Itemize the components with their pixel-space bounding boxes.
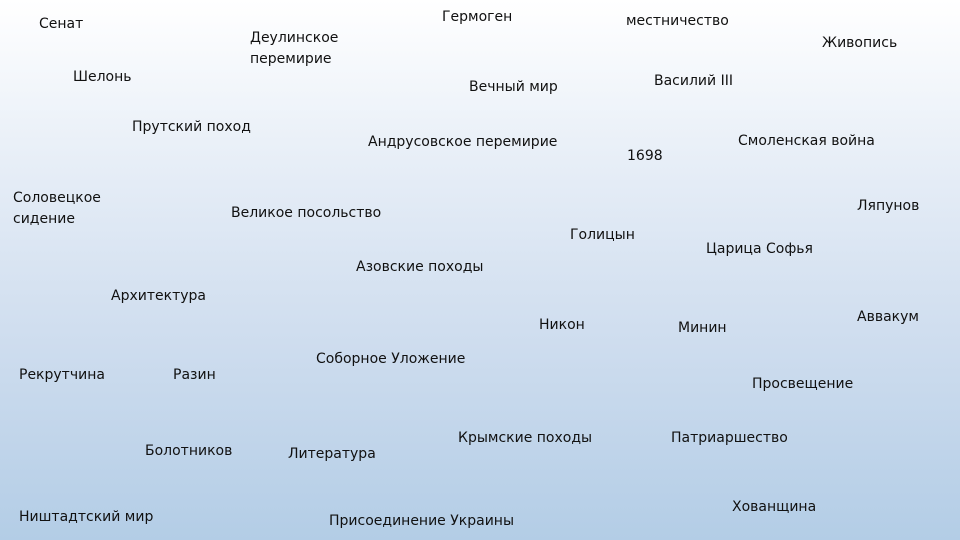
term-arkhitektura: Архитектура xyxy=(111,288,206,304)
term-tsaritsa-sofya: Царица Софья xyxy=(706,241,813,257)
term-bolotnikov: Болотников xyxy=(145,443,233,459)
term-lyapunov: Ляпунов xyxy=(857,198,920,214)
term-rekrutchina: Рекрутчина xyxy=(19,367,105,383)
term-senat: Сенат xyxy=(39,16,84,32)
term-patriarshestvo: Патриаршество xyxy=(671,430,788,446)
term-prosveshchenie: Просвещение xyxy=(752,376,854,392)
term-smolensk-war: Смоленская война xyxy=(738,133,875,149)
term-vasily-iii: Василий III xyxy=(654,73,733,89)
term-velikoe-posolstvo: Великое посольство xyxy=(231,205,382,221)
term-solovetsky-sidenie: Соловецкое сидение xyxy=(13,190,101,227)
term-nishtadt-peace: Ништадтский мир xyxy=(19,509,154,525)
term-shelon: Шелонь xyxy=(73,69,132,85)
term-crimean-campaigns: Крымские походы xyxy=(458,430,593,446)
term-razin: Разин xyxy=(173,367,216,383)
term-year-1698: 1698 xyxy=(627,148,663,164)
term-nikon: Никон xyxy=(539,317,585,333)
term-deulino-truce: Деулинское перемирие xyxy=(250,30,339,67)
term-ukraine-annexation: Присоединение Украины xyxy=(329,513,515,529)
term-avvakum: Аввакум xyxy=(857,309,919,325)
term-khovanshchina: Хованщина xyxy=(732,499,817,515)
term-vechny-mir: Вечный мир xyxy=(469,79,558,95)
term-zhivopis: Живопись xyxy=(822,35,898,51)
term-literatura: Литература xyxy=(288,446,376,462)
term-germogen: Гермоген xyxy=(442,9,513,25)
term-golitsyn: Голицын xyxy=(570,227,635,243)
term-minin: Минин xyxy=(678,320,727,336)
term-mestnichestvo: местничество xyxy=(626,13,729,29)
term-andrusovo-truce: Андрусовское перемирие xyxy=(368,134,558,150)
term-sobornoe-ulozhenie: Соборное Уложение xyxy=(316,351,466,367)
term-azov-campaigns: Азовские походы xyxy=(356,259,484,275)
term-prutsky-pohod: Прутский поход xyxy=(132,119,251,135)
